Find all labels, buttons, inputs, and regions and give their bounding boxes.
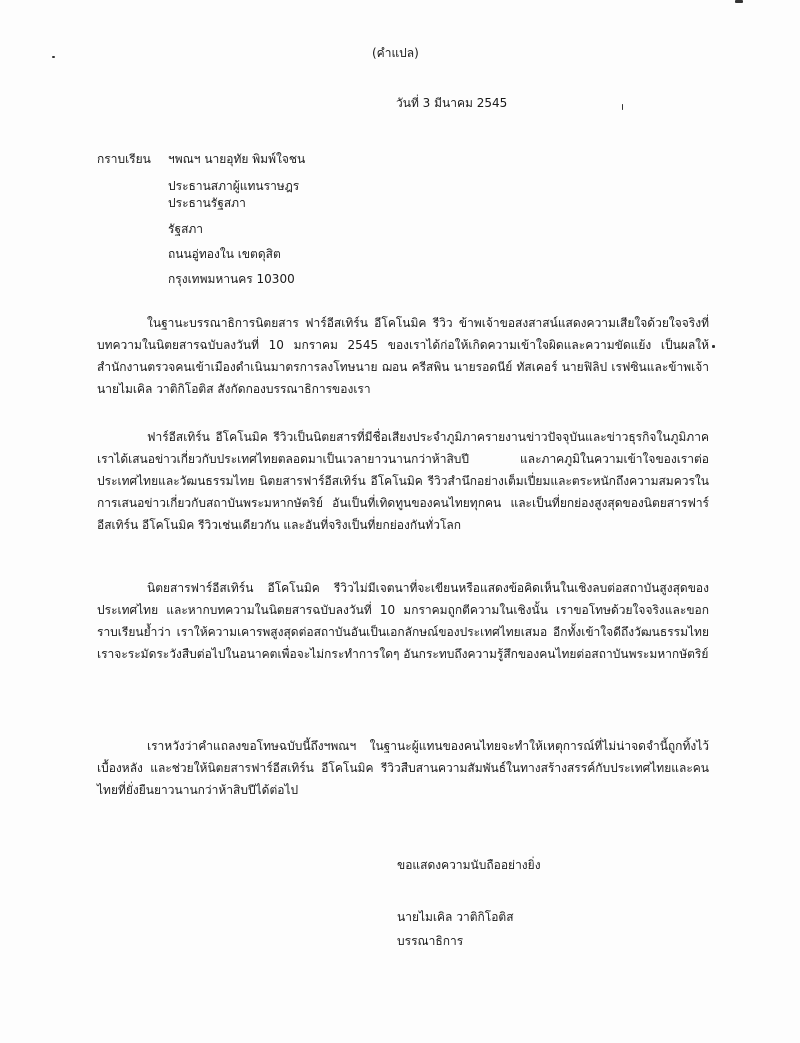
recipient-name: ฯพณฯ นายอุทัย พิมพ์ใจชน <box>168 152 306 166</box>
signer-title: บรรณาธิการ <box>397 934 464 948</box>
body-paragraph: ฟาร์อีสเทิร์น อีโคโนมิค รีวิวเป็นนิตยสารที่มีชื่อเสียงประจำภูมิภาครายงานข่าวปัจจุบันและข่าวธุรกิจในภูมิภาค เราได้เสนอข่าวเกี่ยวกับประเทศไทยตลอดมาเป็นเวลายาวนานกว่าห้าสิบปี และภาคภูมิในความเข้าใจของเราต่อประเทศไทยและวัฒนธรรมไทย นิตยสารฟาร์อีสเทิร์น อีโคโนมิค รีวิวสำนึกอย่างเต็มเปี่ยมและตระหนักถึงความสมควรในการเสนอข่าวเกี่ยวกับสถาบันพระมหากษัตริย์ อันเป็นที่เทิดทูนของคนไทยทุกคน และเป็นที่ยกย่องสูงสุดของนิตยสารฟาร์อีสเทิร์น อีโคโนมิค รีวิวเช่นเดียวกัน และอันที่จริงเป็นที่ยกย่องกันทั่วโลก <box>97 430 709 532</box>
recipient-line: รัฐสภา <box>168 222 204 236</box>
recipient-line: ประธานรัฐสภา <box>168 196 246 210</box>
body-paragraph: นิตยสารฟาร์อีสเทิร์น อีโคโนมิค รีวิวไม่มีเจตนาที่จะเขียนหรือแสดงข้อคิดเห็นในเชิงลบต่อสถาบันสูงสุดของประเทศไทย และหากบทความในนิตยสารฉบับลงวันที่ 10 มกราคมถูกตีความในเชิงนั้น เราขอโทษด้วยใจจริงและขอกราบเรียนย้ำว่า เราให้ความเคารพสูงสุดต่อสถาบันอันเป็นเอกลักษณ์ของประเทศไทยเสมอ อีกทั้งเข้าใจดีถึงวัฒนธรรมไทย เราจะระมัดระวังสืบต่อไปในอนาคตเพื่อจะไม่กระทำการใดๆ อันกระทบถึงความรู้สึกของคนไทยต่อสถาบันพระมหากษัตริย์ <box>97 581 709 661</box>
scan-speck <box>712 345 715 348</box>
recipient-line: ถนนอู่ทองใน เขตดุสิต <box>168 247 281 261</box>
signer-name: นายไมเคิล วาติกิโอติส <box>397 910 514 924</box>
letter-date: วันที่ 3 มีนาคม 2545 <box>396 96 508 110</box>
body-paragraph: ในฐานะบรรณาธิการนิตยสาร ฟาร์อีสเทิร์น อีโคโนมิค รีวิว ข้าพเจ้าขอสงสาสน์แสดงความเสียใจด้วยใจจริงที่บทความในนิตยสารฉบับลงวันที่ 10 มกราคม 2545 ของเราได้ก่อให้เกิดความเข้าใจผิดและความขัดแย้ง เป็นผลให้สำนักงานตรวจคนเข้าเมืองดำเนินมาตรการลงโทษนาย ฌอน ครีสพิน นายรอดนีย์ ทัสเคอร์ นายฟิลิป เรฟซินและข้าพเจ้า นายไมเคิล วาติกิโอติส สังกัดกองบรรณาธิการของเรา <box>97 316 709 396</box>
scan-speck <box>735 0 743 3</box>
scan-speck <box>52 56 55 58</box>
body-paragraph: เราหวังว่าคำแถลงขอโทษฉบับนี้ถึงฯพณฯ ในฐานะผู้แทนของคนไทยจะทำให้เหตุการณ์ที่ไม่น่าจดจำนี้ถูกทิ้งไว้เบื้องหลัง และช่วยให้นิตยสารฟาร์อีสเทิร์น อีโคโนมิค รีวิวสืบสานความสัมพันธ์ในทางสร้างสรรค์กับประเทศไทยและคนไทยที่ยั่งยืนยาวนานกว่าห้าสิบปีได้ต่อไป <box>97 739 709 797</box>
translation-note: (คำแปล) <box>372 46 419 60</box>
recipient-line: กรุงเทพมหานคร 10300 <box>168 272 295 286</box>
salutation: กราบเรียน <box>97 152 151 166</box>
scan-speck <box>622 104 623 110</box>
closing-regards: ขอแสดงความนับถืออย่างยิ่ง <box>397 858 541 872</box>
recipient-line: ประธานสภาผู้แทนราษฎร <box>168 179 300 193</box>
